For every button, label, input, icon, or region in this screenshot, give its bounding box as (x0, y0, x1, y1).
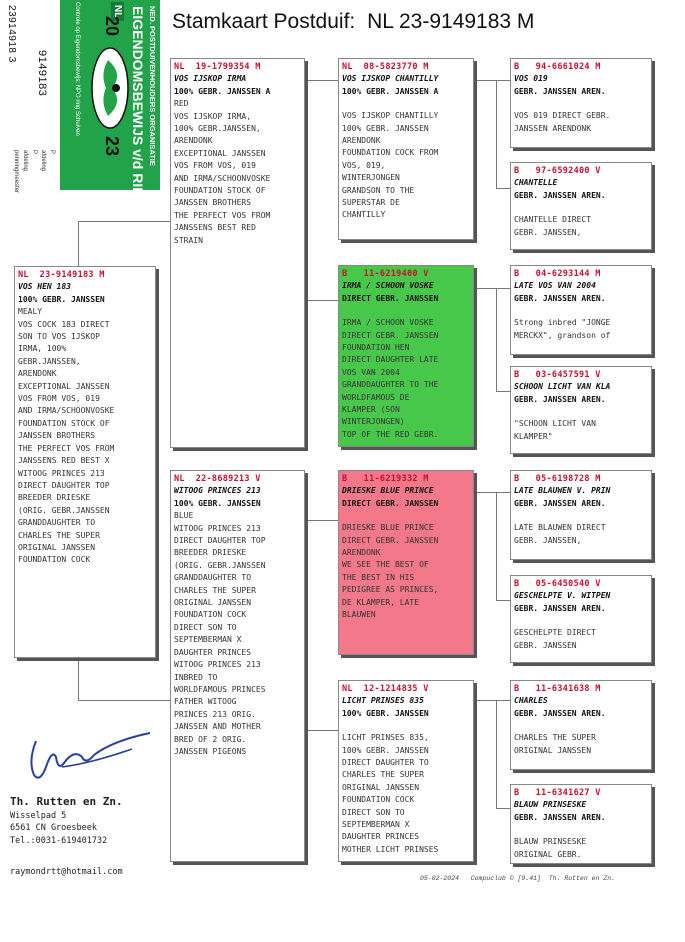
title-ring: NL 23-9149183 M (367, 10, 535, 33)
pedigree-box-sire[interactable] (170, 58, 305, 448)
pedigree-box-dss[interactable] (510, 470, 652, 560)
pedigree-box-sire-dam[interactable] (338, 265, 474, 447)
pigeon-name: LATE VOS VAN 2004 (514, 281, 596, 291)
ring-number: NL 08-5823770 M (342, 62, 429, 72)
owner-email[interactable]: raymondrtt@hotmail.com (10, 866, 123, 877)
pedigree-box-ssd[interactable] (510, 162, 652, 250)
pigeon-name: VOS IJSKOP CHANTILLY (342, 74, 439, 84)
ring-number: NL 12-1214835 V (342, 684, 429, 694)
signature-icon (22, 727, 157, 787)
pedigree-box-sds[interactable] (510, 265, 652, 355)
description: CHANTELLE DIRECT GEBR. JANSSEN, (514, 215, 592, 237)
pigeon-name: CHANTELLE (514, 178, 558, 188)
footer: 05-02-2024 Compuclub © [9.41] Th. Rutten en Zn. (420, 875, 616, 882)
description: VOS IJSKOP CHANTILLY 100% GEBR. JANSSEN ARENDONK FOUNDATION COCK FROM VOS, 019, WINTERJONGEN GRANDSON TO THE SUPERSTAR DE CHANTILLY (342, 111, 439, 220)
ring-number: B 05-6198728 M (514, 474, 601, 484)
description: DRIESKE BLUE PRINCE DIRECT GEBR. JANSSEN ARENDONK WE SEE THE BEST OF THE BEST IN HIS PEDIGREE AS PRINCES, DE KLAMPER, LATE BLAUWEN (342, 523, 439, 620)
pigeon-name: LICHT PRINSES 835 (342, 696, 424, 706)
pigeon-name: DRIESKE BLUE PRINCE (342, 486, 434, 496)
description: CHARLES THE SUPER ORIGINAL JANSSEN (514, 733, 596, 755)
breeder: 100% GEBR. JANSSEN (174, 498, 261, 508)
ring-number: B 03-6457591 V (514, 370, 601, 380)
owner-phone: Tel.:0031-619401732 (10, 835, 108, 846)
description: BLAUW PRINSESKE ORIGINAL GEBR. (514, 837, 587, 859)
owner-street: Wisselpad 5 (10, 811, 67, 822)
ring-number: NL 22-8689213 V (174, 474, 261, 484)
ring-number: NL 19-1799354 M (174, 62, 261, 72)
pedigree-box-sire-sire[interactable] (338, 58, 474, 240)
pedigree-box-dsd[interactable] (510, 575, 652, 663)
page-title (172, 10, 534, 34)
description: GESCHELPTE DIRECT GEBR. JANSSEN (514, 628, 596, 650)
certificate-info: Controle op Eigendomsbewijs: NPO ring Schuiven (74, 2, 80, 136)
certificate-heading: EIGENDOMSBEWIJS v/d RING (130, 6, 146, 209)
breeder: 100% GEBR. JANSSEN A (174, 86, 271, 96)
description: LATE BLAUWEN DIRECT GEBR. JANSSEN, (514, 523, 606, 545)
breeder: GEBR. JANSSEN AREN. (514, 86, 606, 96)
pigeon-name: VOS HEN 183 (18, 282, 71, 292)
pigeon-name: SCHOON LICHT VAN KLA (514, 382, 611, 392)
pedigree-box-subject[interactable] (14, 266, 156, 658)
ring-number: NL 23-9149183 M (18, 270, 105, 280)
pedigree-box-sss[interactable] (510, 58, 652, 148)
pedigree-box-sdd[interactable] (510, 366, 652, 454)
breeder: DIRECT GEBR. JANSSEN (342, 498, 439, 508)
ring-number: B 97-6592400 V (514, 166, 601, 176)
ring-number: B 11-6219332 M (342, 474, 429, 484)
certificate-organisation: NED. POSTDUIVENHOUDERS ORGANISATIE (148, 6, 157, 166)
ownership-certificate (0, 0, 160, 209)
description: RED VOS IJSKOP IRMA, 100% GEBR.JANSSEN, ARENDONK EXCEPTIONAL JANSSEN VOS FROM VOS, 019 AND IRMA/SCHOONVOSKE FOUNDATION STOCK OF JANSSEN BROTHERS THE PERFECT VOS FROM JANSSENS BEST RED STRAIN (174, 99, 271, 245)
ring-number: B 11-6219400 V (342, 269, 429, 279)
breeder: 100% GEBR. JANSSEN (342, 708, 429, 718)
owner-city: 6561 CN Groesbeek (10, 823, 97, 834)
owner-name: Th. Rutten en Zn. (10, 795, 123, 808)
pigeon-name: IRMA / SCHOON VOSKE (342, 281, 434, 291)
pigeon-name: VOS 019 (514, 74, 548, 84)
npo-logo-icon (90, 44, 130, 132)
breeder: GEBR. JANSSEN AREN. (514, 190, 606, 200)
description: BLUE WITOOG PRINCES 213 DIRECT DAUGHTER TOP BREEDER DRIESKE (ORIG. GEBR.JANSSEN GRANDDAUGHTER TO CHARLES THE SUPER ORIGINAL JANSSEN FOUNDATION COCK DIRECT SON TO SEPTEMBERMAN X DAUGHTER PRINCES WITOOG PRINCES 213 INBRED TO WORLDFAMOUS PRINCES FATHER WITOOG PRINCES 213 ORIG. JANSSEN AND MOTHER BRED OF 2 ORIG. JANSSEN PIGEONS (174, 511, 266, 756)
certificate-side: P afdeling P afdeling penningmeester (13, 150, 55, 194)
pedigree-box-ddd[interactable] (510, 784, 652, 864)
breeder: GEBR. JANSSEN AREN. (514, 293, 606, 303)
pigeon-name: GESCHELPTE V. WITPEN (514, 591, 611, 601)
breeder: GEBR. JANSSEN AREN. (514, 394, 606, 404)
pedigree-box-dam-sire[interactable] (338, 470, 474, 655)
title-label: Stamkaart Postduif: (172, 10, 356, 33)
pigeon-name: BLAUW PRINSESKE (514, 800, 587, 810)
pedigree-box-dam[interactable] (170, 470, 305, 862)
breeder: GEBR. JANSSEN AREN. (514, 708, 606, 718)
description: MEALY VOS COCK 183 DIRECT SON TO VOS IJSKOP IRMA, 100% GEBR.JANSSEN, ARENDONK EXCEPTIONAL JANSSEN VOS FROM VOS, 019 AND IRMA/SCHOONVOSKE FOUNDATION STOCK OF JANSSEN BROTHERS THE PERFECT VOS FROM JANSSENS RED BEST X WITOOG PRINCES 213 DIRECT DAUGHTER TOP BREEDER DRIESKE (ORIG. GEBR.JANSSEN GRANDDAUGHTER TO CHARLES THE SUPER ORIGINAL JANSSEN FOUNDATION COCK (18, 307, 115, 565)
pigeon-name: WITOOG PRINCES 213 (174, 486, 261, 496)
pigeon-name: VOS IJSKOP IRMA (174, 74, 247, 84)
description: "SCHOON LICHT VAN KLAMPER" (514, 419, 596, 441)
breeder: 100% GEBR. JANSSEN A (342, 86, 439, 96)
breeder: GEBR. JANSSEN AREN. (514, 498, 606, 508)
ring-number: B 04-6293144 M (514, 269, 601, 279)
certificate-country: NL (111, 2, 124, 21)
pedigree-box-dds[interactable] (510, 680, 652, 770)
pedigree-box-dam-dam[interactable] (338, 680, 474, 862)
certificate-ring-code: 23914918 3 (6, 5, 17, 63)
description: IRMA / SCHOON VOSKE DIRECT GEBR. JANSSEN FOUNDATION HEN DIRECT DAUGHTER LATE VOS VAN 2004 GRANDDAUGHTER TO THE WORLDFAMOUS DE KLAMPER (SON WINTERJONGEN) TOP OF THE RED GEBR. (342, 318, 439, 439)
description: VOS 019 DIRECT GEBR. JANSSEN ARENDONK (514, 111, 611, 133)
breeder: GEBR. JANSSEN AREN. (514, 812, 606, 822)
breeder: DIRECT GEBR. JANSSEN (342, 293, 439, 303)
ring-number: B 05-6450540 V (514, 579, 601, 589)
certificate-year-left: 20 (102, 16, 122, 37)
ring-number: B 11-6341627 V (514, 788, 601, 798)
ring-number: B 11-6341638 M (514, 684, 601, 694)
ring-number: B 94-6661024 M (514, 62, 601, 72)
owner-block (10, 796, 123, 878)
breeder: GEBR. JANSSEN AREN. (514, 603, 606, 613)
description: LICHT PRINSES 835, 100% GEBR. JANSSEN DIRECT DAUGHTER TO CHARLES THE SUPER ORIGINAL JANSSEN FOUNDATION COCK DIRECT SON TO SEPTEMBERMAN X DAUGHTER PRINCES MOTHER LICHT PRINSES (342, 733, 439, 854)
breeder: 100% GEBR. JANSSEN (18, 294, 105, 304)
certificate-year-right: 23 (102, 136, 122, 157)
description: Strong inbred "JONGE MERCKX", grandson of (514, 318, 611, 340)
certificate-ring-number: 9149183 (36, 50, 48, 97)
pigeon-name: CHARLES (514, 696, 548, 706)
pigeon-name: LATE BLAUWEN V. PRIN (514, 486, 611, 496)
